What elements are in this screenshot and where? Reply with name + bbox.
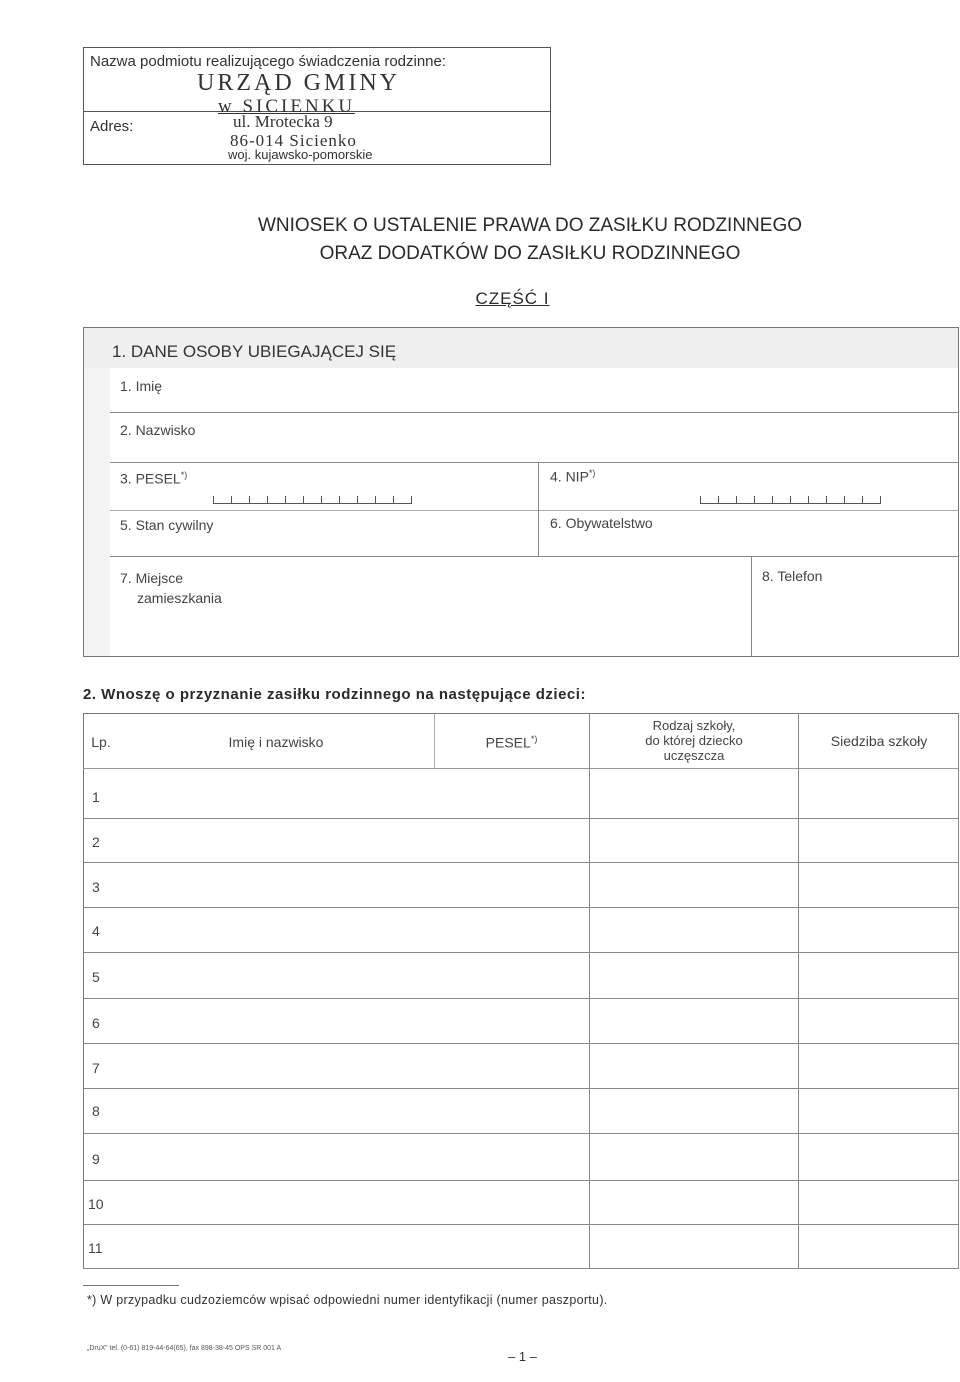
row-number: 7 (92, 1060, 100, 1076)
nip-digit-boxes[interactable] (700, 496, 881, 504)
row-number: 2 (92, 834, 100, 850)
col-pesel-header: PESEL*) (485, 734, 538, 751)
col-name-header: Imię i nazwisko (228, 734, 324, 750)
row-number: 6 (92, 1015, 100, 1031)
stamp-office-place: w SICIENKU (218, 96, 356, 117)
page-number: – 1 – (508, 1349, 537, 1364)
residence-field-line2: zamieszkania (137, 590, 222, 606)
entity-label: Nazwa podmiotu realizującego świadczenia rodzinne: (90, 53, 447, 70)
stamp-office-name: URZĄD GMINY (197, 70, 400, 96)
stamp-street: ul. Mrotecka 9 (233, 112, 333, 131)
col-seat-header: Siedziba szkoły (830, 733, 928, 749)
row-number: 11 (88, 1240, 103, 1256)
children-table (83, 713, 959, 1269)
pesel-field[interactable]: 3. PESEL*) (120, 470, 188, 487)
stamp-city: 86-014 Sicienko (230, 131, 357, 150)
footnote-rule (83, 1285, 179, 1286)
citizenship-field[interactable]: 6. Obywatelstwo (550, 515, 653, 531)
row-number: 9 (92, 1151, 100, 1167)
first-name-field[interactable]: 1. Imię (120, 378, 163, 394)
nip-field[interactable]: 4. NIP*) (550, 468, 596, 485)
col-school-header: Rodzaj szkoły, do której dziecko uczęszcza (645, 718, 743, 763)
col-lp-header: Lp. (91, 734, 111, 750)
row-number: 1 (92, 789, 100, 805)
row-number: 3 (92, 879, 100, 895)
pesel-digit-boxes[interactable] (213, 496, 412, 504)
row-number: 5 (92, 969, 100, 985)
row-number: 10 (88, 1196, 104, 1212)
stamp-region: woj. kujawsko-pomorskie (228, 147, 373, 162)
phone-field[interactable]: 8. Telefon (762, 568, 823, 584)
address-label: Adres: (90, 118, 134, 135)
footnote: *) W przypadku cudzoziemców wpisać odpowiedni numer identyfikacji (numer paszportu). (87, 1293, 608, 1307)
applicant-section-title: 1. DANE OSOBY UBIEGAJĄCEJ SIĘ (112, 342, 397, 361)
form-part: CZĘŚĆ I (475, 289, 550, 308)
printer-imprint: „DruX” tel. (0-61) 819-44-64(65), fax 898-38-45 OPS SR 001 A (87, 1345, 282, 1352)
applicant-section (83, 327, 959, 657)
form-title-line1: WNIOSEK O USTALENIE PRAWA DO ZASIŁKU RODZINNEGO (257, 215, 803, 236)
last-name-field[interactable]: 2. Nazwisko (120, 422, 196, 438)
residence-field[interactable]: 7. Miejsce (120, 570, 184, 586)
applicant-section-margin (84, 368, 110, 656)
row-number: 8 (92, 1103, 100, 1119)
form-title-line2: ORAZ DODATKÓW DO ZASIŁKU RODZINNEGO (319, 243, 741, 264)
marital-status-field[interactable]: 5. Stan cywilny (120, 517, 214, 533)
children-section-title: 2. Wnoszę o przyznanie zasiłku rodzinnego na następujące dzieci: (83, 686, 586, 703)
row-number: 4 (92, 923, 100, 939)
